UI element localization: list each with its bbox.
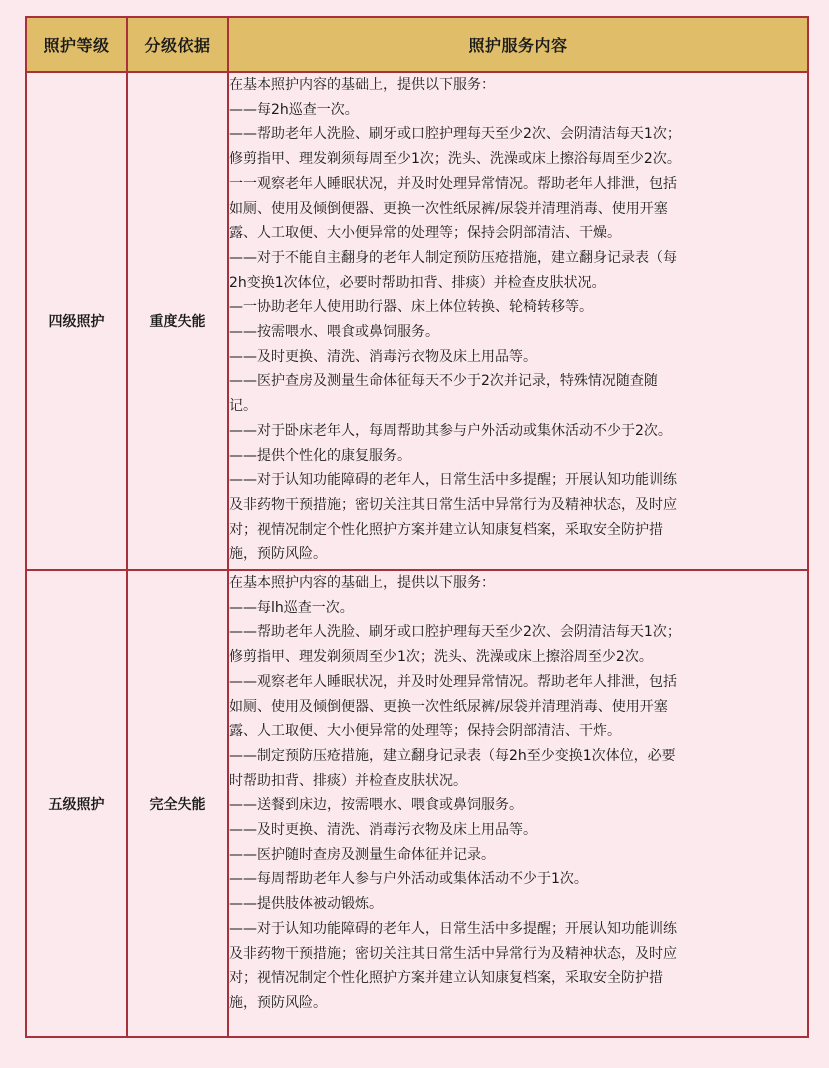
- header-classification-basis: 分级依据: [127, 17, 228, 72]
- service-line: ——及时更换、清洗、消毒污衣物及床上用品等。: [229, 348, 537, 365]
- service-line: ——及时更换、清洗、消毒污衣物及床上用品等。: [229, 822, 537, 839]
- header-service-content: 照护服务内容: [228, 17, 808, 72]
- table-row: [26, 570, 808, 1037]
- service-line: ——按需喂水、喂食或鼻饲服务。: [229, 324, 439, 341]
- service-line: ——帮助老年人洗脸、刷牙或口腔护理每天至少2次、会阴清洁每天1次；: [229, 624, 681, 641]
- classification-basis-cell: 完全失能: [127, 570, 228, 1037]
- care-level-cell: 四级照护: [26, 72, 127, 570]
- service-line: 施，预防风险。: [229, 546, 327, 563]
- service-line: 对；视情况制定个性化照护方案并建立认知康复档案，采取安全防护措: [229, 970, 663, 987]
- service-line: ——制定预防压疮措施，建立翻身记录表（每2h至少变换1次体位，必要: [229, 747, 676, 764]
- service-line: —一协助老年人使用助行器、床上体位转换、轮椅转移等。: [229, 299, 593, 316]
- service-line: ——观察老年人睡眠状况，并及时处理异常情况。帮助老年人排泄，包括: [229, 673, 677, 690]
- service-line: ——帮助老年人洗脸、刷牙或口腔护理每天至少2次、会阴清洁每天1次；: [229, 126, 681, 143]
- service-line: ——提供个性化的康复服务。: [229, 447, 411, 464]
- service-line: ——每2h巡查一次。: [229, 101, 359, 118]
- service-line: ——对于认知功能障碍的老年人，日常生活中多提醒；开展认知功能训练: [229, 472, 677, 489]
- service-line: ——对于卧床老年人，每周帮助其参与户外活动或集休活动不少于2次。: [229, 422, 672, 439]
- care-level-table: [25, 16, 809, 1038]
- service-line: 露、人工取便、大小便异常的处理等；保持会阴部清洁、干炸。: [229, 723, 621, 740]
- service-line: 施，预防风险。: [229, 994, 327, 1011]
- service-line: 2h变换1次体位，必要时帮助扣背、排痰）并检查皮肤状况。: [229, 274, 606, 291]
- service-line: 时帮助扣背、排痰）并检查皮肤状况。: [229, 772, 467, 789]
- care-level-cell: 五级照护: [26, 570, 127, 1037]
- service-line: 如厕、使用及倾倒便器、更换一次性纸尿裤/尿袋并清理消毒、使用开塞: [229, 200, 668, 217]
- classification-basis-cell: 重度失能: [127, 72, 228, 570]
- service-line: ——对于不能自主翻身的老年人制定预防压疮措施，建立翻身记录表（每: [229, 249, 677, 266]
- table-header: [26, 17, 808, 72]
- service-line: 在基本照护内容的基础上，提供以下服务：: [229, 575, 495, 591]
- table-row: [26, 72, 808, 570]
- service-line: ——送餐到床边，按需喂水、喂食或鼻饲服务。: [229, 797, 523, 814]
- service-line: 一一观察老年人睡眠状况，并及时处理异常情况。帮助老年人排泄，包括: [229, 175, 677, 192]
- service-line: ——每lh巡查一次。: [229, 599, 354, 616]
- service-line: 及非药物干预措施；密切关注其日常生活中异常行为及精神状态，及时应: [229, 496, 677, 513]
- service-line: ——医护查房及测量生命体征每天不少于2次并记录，特殊情况随查随: [229, 373, 658, 390]
- service-line: 对；视情况制定个性化照护方案并建立认知康复档案，采取安全防护措: [229, 521, 663, 538]
- service-line: ——提供肢体被动锻炼。: [229, 896, 383, 913]
- service-line: ——每周帮助老年人参与户外活动或集体活动不少于1次。: [229, 871, 588, 888]
- header-care-level: 照护等级: [26, 17, 127, 72]
- service-line: 及非药物干预措施；密切关注其日常生活中异常行为及精神状态，及时应: [229, 945, 677, 962]
- service-line: 露、人工取便、大小便异常的处理等；保持会阴部清洁、干燥。: [229, 225, 621, 242]
- service-line: 如厕、使用及倾倒便器、更换一次性纸尿裤/尿袋并清理消毒、使用开塞: [229, 698, 668, 715]
- service-line: 修剪指甲、理发剃须周至少1次；洗头、洗澡或床上擦浴周至少2次。: [229, 649, 653, 666]
- service-line: 修剪指甲、理发剃须每周至少1次；洗头、洗澡或床上擦浴每周至少2次。: [229, 151, 681, 168]
- service-content-cell: [228, 72, 808, 570]
- service-line: ——对于认知功能障碍的老年人，日常生活中多提醒；开展认知功能训练: [229, 920, 677, 937]
- service-line: 在基本照护内容的基础上，提供以下服务：: [229, 77, 495, 93]
- service-content-cell: [228, 570, 808, 1037]
- service-line: 记。: [229, 398, 257, 415]
- service-line: ——医护随时查房及测量生命体征并记录。: [229, 846, 495, 863]
